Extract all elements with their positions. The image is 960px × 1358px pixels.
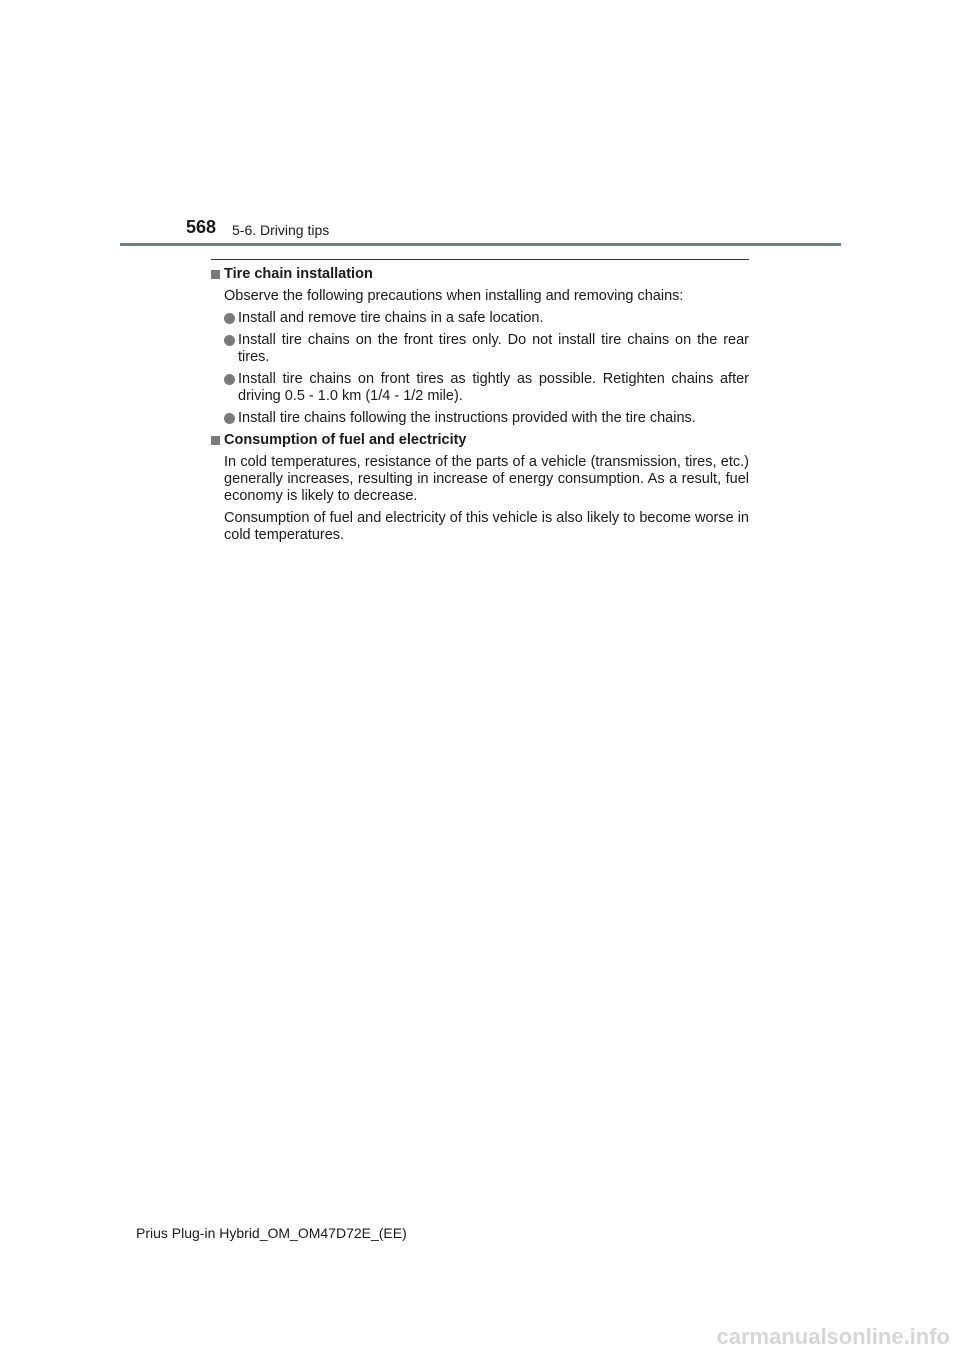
- heading-text: Consumption of fuel and electricity: [224, 432, 467, 448]
- footer-document-id: Prius Plug-in Hybrid_OM_OM47D72E_(EE): [136, 1225, 407, 1241]
- list-item: [224, 310, 749, 327]
- main-content: [211, 266, 749, 549]
- content-top-divider: [211, 259, 749, 260]
- header-divider: [120, 243, 841, 246]
- watermark: carmanualsonline.info: [716, 1324, 950, 1349]
- list-item: [224, 332, 749, 366]
- list-item-text: Install tire chains on the front tires only. Do not install tire chains on the rear tires.: [238, 332, 749, 365]
- list-item: [224, 410, 749, 427]
- section-heading-fuel-consumption: [211, 432, 749, 449]
- circle-bullet-icon: [224, 335, 235, 346]
- circle-bullet-icon: [224, 413, 235, 424]
- circle-bullet-icon: [224, 374, 235, 385]
- tire-chain-intro: Observe the following precautions when installing and removing chains:: [224, 288, 684, 304]
- section-heading-tire-chain: [211, 266, 749, 283]
- section-title: 5-6. Driving tips: [232, 222, 330, 238]
- square-bullet-icon: [211, 270, 220, 279]
- list-item-text: Install tire chains following the instructions provided with the tire chains.: [238, 410, 696, 426]
- square-bullet-icon: [211, 436, 220, 445]
- page-number: 568: [186, 217, 217, 237]
- fuel-paragraph: Consumption of fuel and electricity of this vehicle is also likely to become worse in cold temperatures.: [224, 510, 749, 543]
- circle-bullet-icon: [224, 313, 235, 324]
- list-item-text: Install and remove tire chains in a safe location.: [238, 310, 544, 326]
- fuel-paragraph: In cold temperatures, resistance of the parts of a vehicle (transmission, tires, etc.) generally increases, resulting in increase of energy consumption. As a result, fuel economy is likely to decrease.: [224, 454, 749, 504]
- heading-text: Tire chain installation: [224, 266, 373, 282]
- list-item-text: Install tire chains on front tires as tightly as possible. Retighten chains after driving 0.5 - 1.0 km (1/4 - 1/2 mile).: [238, 371, 749, 404]
- list-item: [224, 371, 749, 405]
